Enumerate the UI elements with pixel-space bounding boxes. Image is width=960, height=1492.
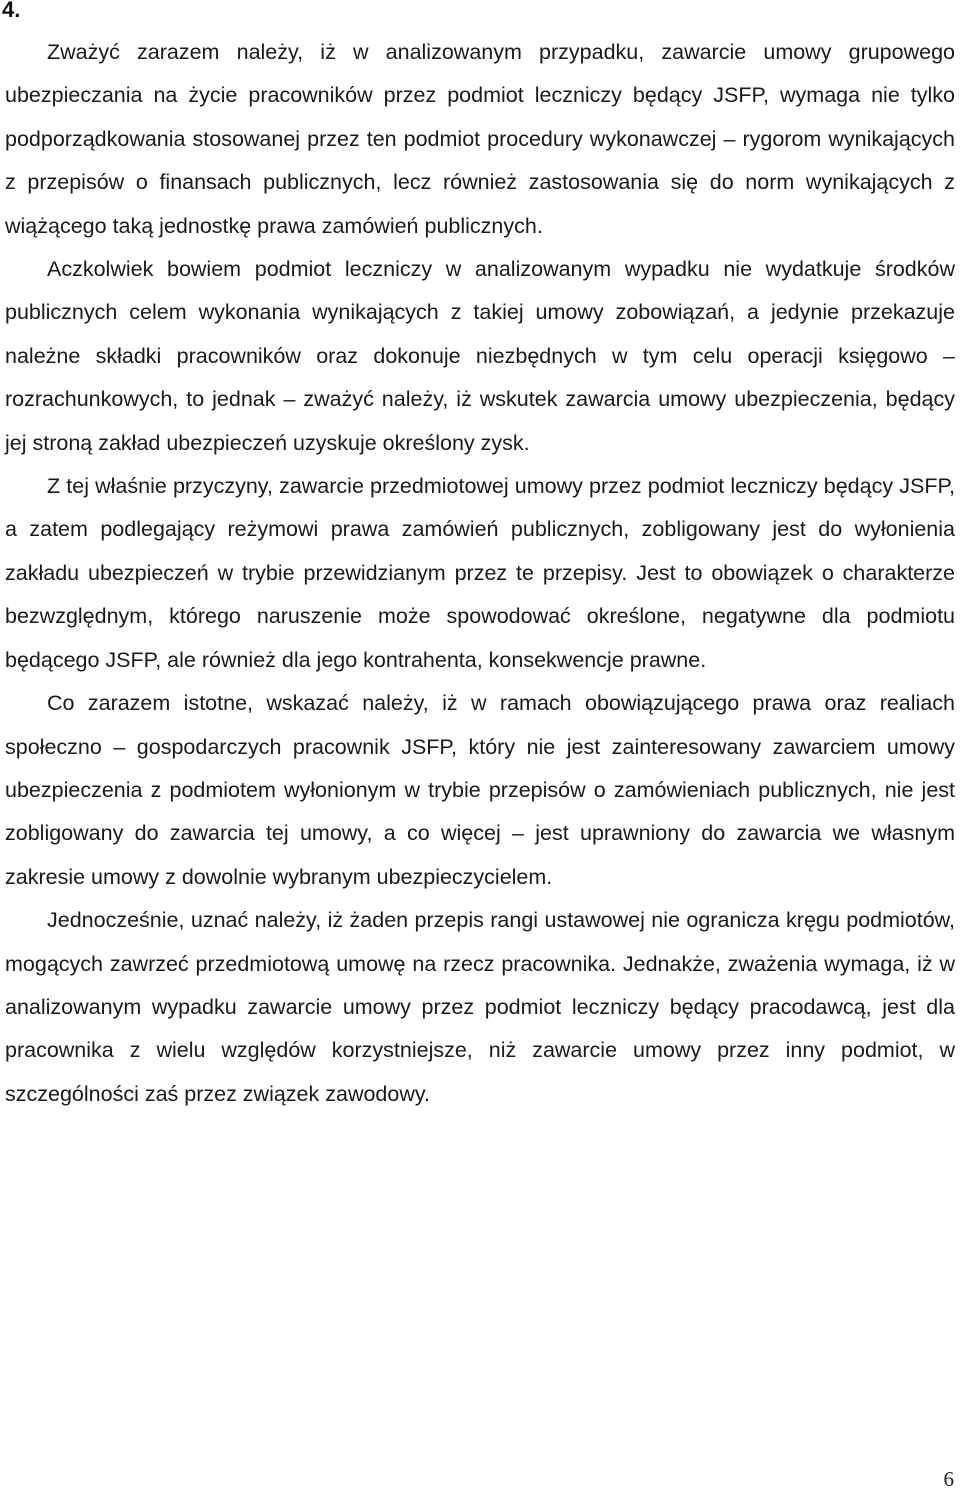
paragraph: Aczkolwiek bowiem podmiot leczniczy w analizowanym wypadku nie wydatkuje środków publicznych celem wykonania wynikających z takiej umowy zobowiązań, a jedynie przekazuje należne składki pracowników oraz dokonuje niezbędnych w tym celu operacji księgowo – rozrachunkowych, to jednak – zważyć należy, iż wskutek zawarcia umowy ubezpieczenia, będący jej stroną zakład ubezpieczeń uzyskuje określony zysk. xyxy=(5,257,955,455)
page-number: 6 xyxy=(943,1467,954,1491)
paragraph: Co zarazem istotne, wskazać należy, iż w ramach obowiązującego prawa oraz realiach społeczno – gospodarczych pracownik JSFP, który nie jest zainteresowany zawarciem umowy ubezpieczenia z podmiotem wyłonionym w trybie przepisów o zamówieniach publicznych, nie jest zobligowany do zawarcia tej umowy, a co więcej – jest uprawniony do zawarcia we własnym zakresie umowy z dowolnie wybranym ubezpieczycielem. xyxy=(5,691,955,889)
body-text xyxy=(5,31,955,1116)
paragraph: Zważyć zarazem należy, iż w analizowanym przypadku, zawarcie umowy grupowego ubezpieczania na życie pracowników przez podmiot leczniczy będący JSFP, wymaga nie tylko podporządkowania stosowanej przez ten podmiot procedury wykonawczej – rygorom wynikających z przepisów o finansach publicznych, lecz również zastosowania się do norm wynikających z wiążącego taką jednostkę prawa zamówień publicznych. xyxy=(5,40,955,238)
paragraph: Z tej właśnie przyczyny, zawarcie przedmiotowej umowy przez podmiot leczniczy będący JSFP, a zatem podlegający reżymowi prawa zamówień publicznych, zobligowany jest do wyłonienia zakładu ubezpieczeń w trybie przewidzianym przez te przepisy. Jest to obowiązek o charakterze bezwzględnym, którego naruszenie może spowodować określone, negatywne dla podmiotu będącego JSFP, ale również dla jego kontrahenta, konsekwencje prawne. xyxy=(5,474,955,672)
paragraph: Jednocześnie, uznać należy, iż żaden przepis rangi ustawowej nie ogranicza kręgu podmiotów, mogących zawrzeć przedmiotową umowę na rzecz pracownika. Jednakże, zważenia wymaga, iż w analizowanym wypadku zawarcie umowy przez podmiot leczniczy będący pracodawcą, jest dla pracownika z wielu względów korzystniejsze, niż zawarcie umowy przez inny podmiot, w szczególności zaś przez związek zawodowy. xyxy=(5,908,955,1106)
section-number: 4. xyxy=(2,0,21,22)
